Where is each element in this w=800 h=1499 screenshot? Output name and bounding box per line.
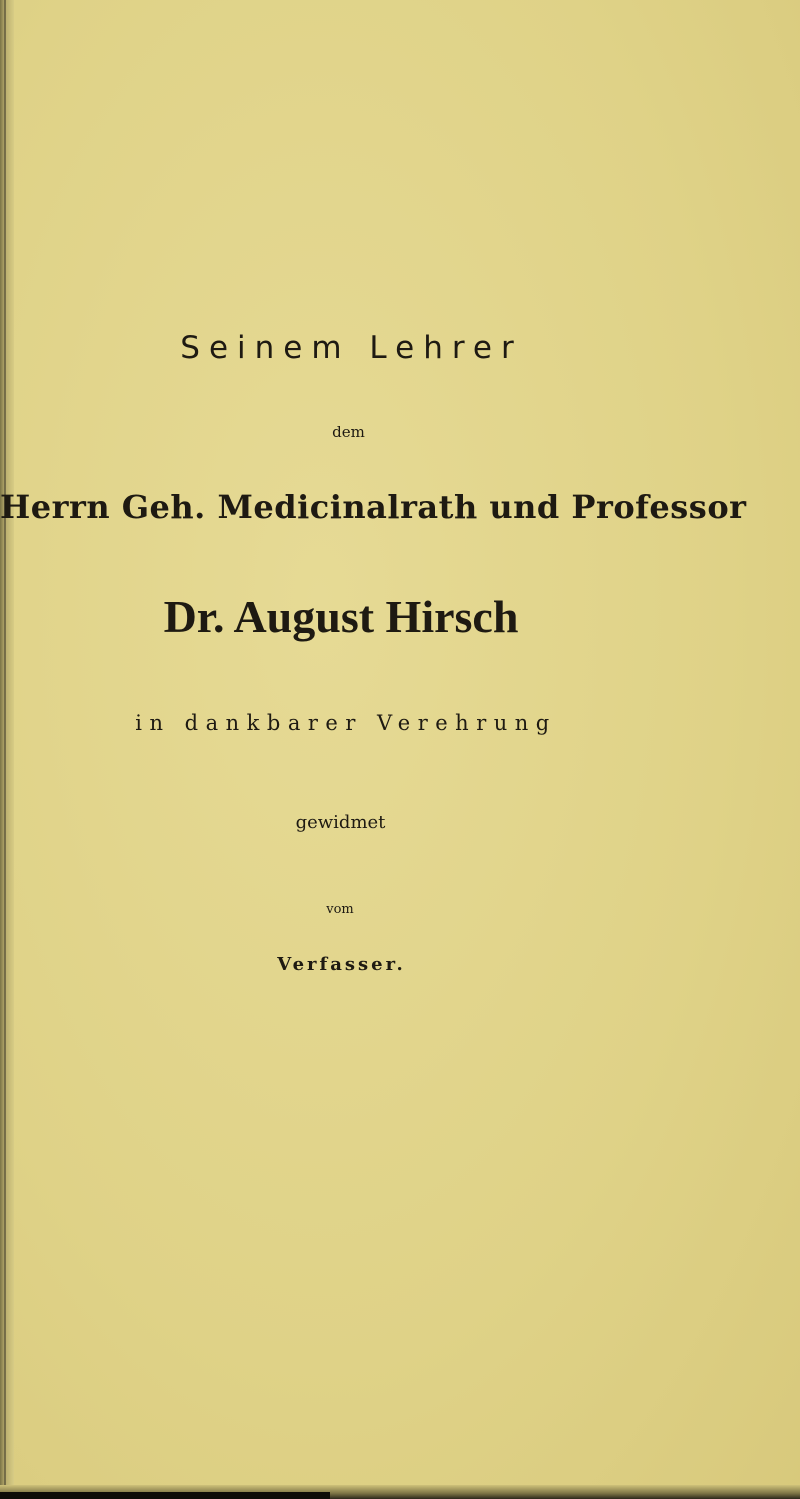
page-bottom-shadow (0, 1492, 330, 1499)
page-spine-edge (0, 0, 14, 1499)
dedication-preposition: vom (326, 902, 354, 917)
dedication-title-line: Herrn Geh. Medicinalrath und Professor (0, 488, 747, 526)
dedication-author: Verfasser. (277, 954, 406, 975)
dedication-heading: Seinem Lehrer (180, 330, 523, 366)
dedication-verb: gewidmet (295, 812, 386, 833)
dedication-article: dem (332, 423, 365, 441)
dedicatee-name: Dr. August Hirsch (163, 591, 519, 642)
dedication-sentiment: in dankbarer Verehrung (135, 711, 557, 735)
page-gutter-line (4, 0, 6, 1499)
